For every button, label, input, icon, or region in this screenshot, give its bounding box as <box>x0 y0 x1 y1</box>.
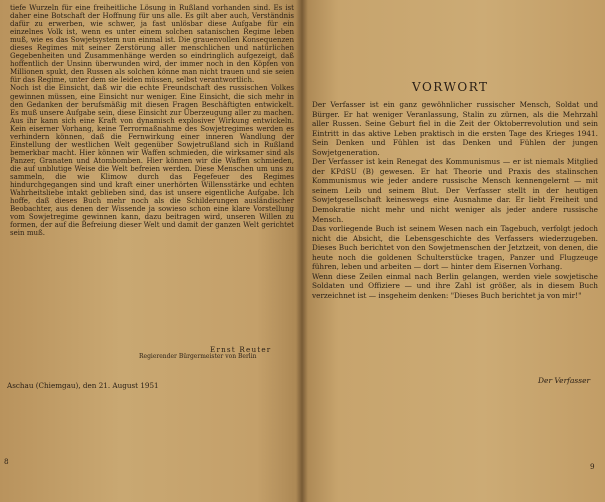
page-title: VORWORT <box>412 80 489 94</box>
page-number-left: 8 <box>4 457 9 466</box>
book-gutter <box>296 0 308 502</box>
left-paragraph-1: tiefe Wurzeln für eine freiheitliche Lösung in Rußland vorhanden sind. Es ist daher eine Botschaft der Hoffnung für uns alle. Es gilt aber auch, Verständnis dafür zu erwerben, wie schwer, ja fast unlösbar diese Aufgabe für ein einzelnes Volk ist, wenn es unter einem solchen satanischen Regime leben muß, wie es das Sowjetsystem nun einmal ist. Die grauenvollen Konsequenzen dieses Regimes mit seiner Zerstörung aller menschlichen und natürlichen Gegebenheiten und Zusammenhänge werden so eindringlich aufgezeigt, daß hoffentlich der Unsinn überwunden wird, der immer noch in den Köpfen von Millionen spukt, den Russen als solchen könne man nicht trauen und sie seien für das Regime, unter dem sie leiden müssen, selbst verantwortlich. <box>10 3 294 85</box>
author-signature: Der Verfasser <box>538 376 591 385</box>
left-page <box>0 0 302 502</box>
right-paragraph-3: Das vorliegende Buch ist seinem Wesen nach ein Tagebuch, verfolgt jedoch nicht die Absicht, die Lebensgeschichte des Verfassers wiederzugeben. Dieses Buch berichtet von den Sowjetmenschen der Jetztzeit, von denen, die heute noch die goldenen Schulterstücke tragen, Panzer und Flugzeuge führen, leben und arbeiten — dort — hinter dem Eisernen Vorhang. <box>312 224 598 272</box>
right-paragraph-2: Der Verfasser ist kein Renegat des Kommunismus — er ist niemals Mitglied der KPdSU (B) gewesen. Er hat Theorie und Praxis des stalinschen Kommunismus wie jeder andere russische Mensch kennengelernt — mit seinem Leib und seinem Blut. Der Verfasser stellt in der heutigen Sowjetgesellschaft keineswegs eine Ausnahme dar. Er liebt Freiheit und Demokratie nicht mehr und nicht weniger als jeder andere russische Mensch. <box>312 157 598 224</box>
left-paragraph-2: Noch ist die Einsicht, daß wir die echte Freundschaft des russischen Volkes gewinnen müssen, eine Einsicht nur weniger. Eine Einsicht, die sich mehr in den Gedanken der berufsmäßig mit diesen Fragen Beschäftigten entwickelt. Es muß unsere Aufgabe sein, diese Einsicht zur Überzeugung aller zu machen. Aus ihr kann sich eine Kraft von dynamisch explosiver Wirkung entwickeln. Kein eiserner Vorhang, keine Terrormaßnahme des Sowjetregimes werden es verhindern können, daß die Fernwirkung einer inneren Wandlung der Einstellung der westlichen Welt gegenüber Sowjetrußland sich in Rußland bemerkbar macht. Hier können wir Waffen schmieden, die wirksamer sind als Panzer, Granaten und Atombomben. Hier können wir die Waffen schmieden, die auf unblutige Weise die Welt befreien werden. Diese Menschen um uns zu sammeln, die wie Klimow durch das Fegefeuer des Regimes hindurchgegangen sind und kraft einer unerhörten Willensstärke und echten Wahrheitsliebe intakt geblieben sind, das ist unsere eigentliche Aufgabe. Ich hoffe, daß dieses Buch mehr noch als die Schilderungen ausländischer Beobachter, aus denen der Wissende ja sowieso schon eine klare Vorstellung vom Sowjetregime gewinnen kann, dazu beitragen wird, unseren Willen zu formen, der auf die Befreiung dieser Welt und damit der ganzen Welt gerichtet sein muß. <box>10 83 294 238</box>
signature-role: Regierender Bürgermeister von Berlin <box>139 353 257 360</box>
right-paragraph-4: Wenn diese Zeilen einmal nach Berlin gelangen, werden viele sowjetische Soldaten und Offiziere — und ihre Zahl ist größer, als in diesem Buch verzeichnet ist — insgeheim denken: "Dieses Buch berichtet ja von mir!" <box>312 271 598 300</box>
page-number-right: 9 <box>590 462 595 471</box>
right-page <box>302 0 605 502</box>
right-paragraph-1: Der Verfasser ist ein ganz gewöhnlicher russischer Mensch, Soldat und Bürger. Er hat weniger Veranlassung, Stalin zu zürnen, als die Mehrzahl aller Russen. Seine Geburt fiel in die Zeit der Oktoberrevolution und sein Eintritt in das aktive Leben praktisch in die ersten Tage des Krieges 1941. Sein Denken und Fühlen ist das Denken und Fühlen der jungen Sowjetgeneration. <box>312 100 598 157</box>
place-date: Aschau (Chiemgau), den 21. August 1951 <box>7 381 159 390</box>
signature-name: Ernst Reuter <box>210 345 272 354</box>
right-body <box>312 100 598 300</box>
